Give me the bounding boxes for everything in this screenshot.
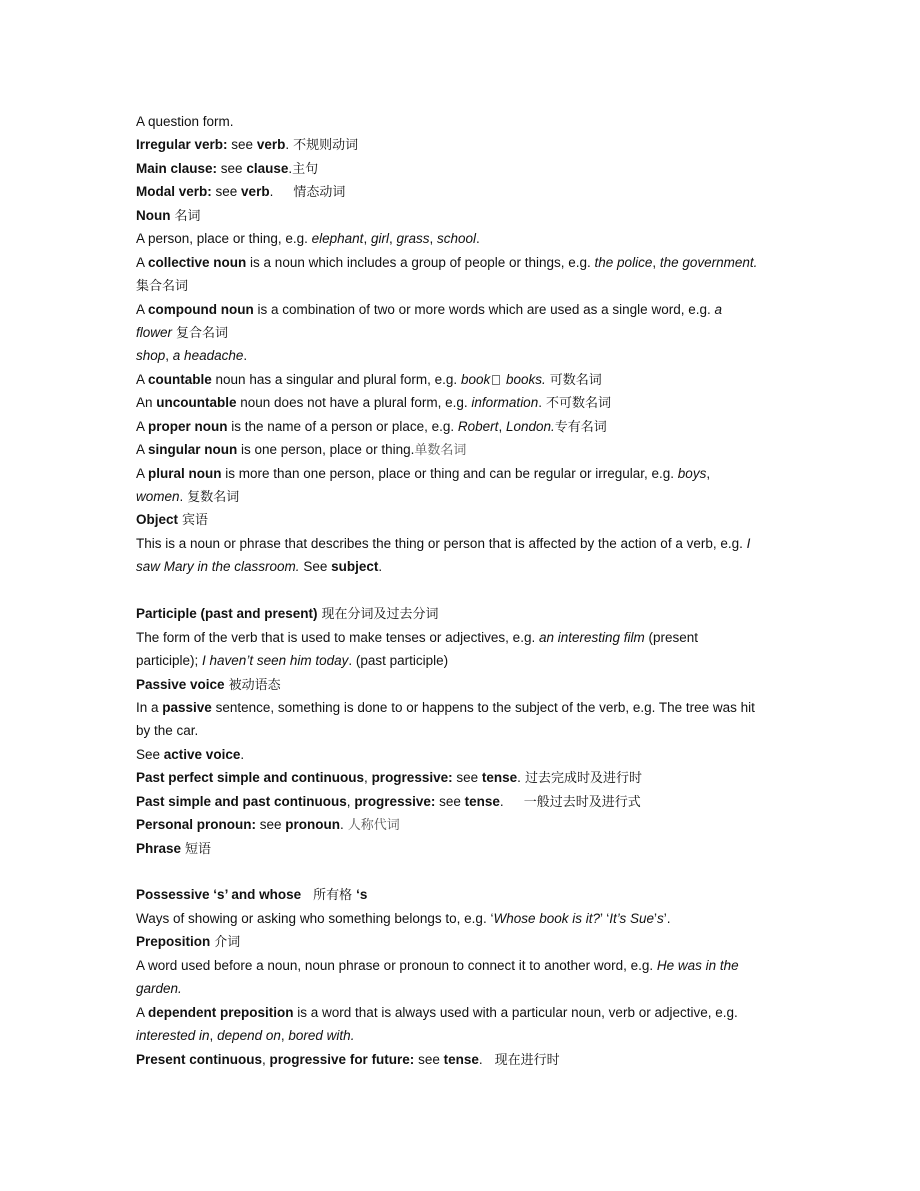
chinese-gloss: 名词 [174,208,201,224]
term: Past simple and past continuous [136,793,347,809]
definition-line: by the car. [136,723,199,739]
cross-ref: tense [464,793,500,809]
entry-possessive: Possessive ‘s’ and whose 所有格 ‘s [136,887,368,904]
entry-object [136,508,796,531]
definition-line: A word used before a noun, noun phrase or pronoun to connect it to another word, e.g. He was in the [136,957,739,973]
chinese-gloss: 人称代词 [347,818,400,834]
entry-participle [136,602,796,625]
definition-line: A proper noun is the name of a person or place, e.g. Robert, London.专有名词 [136,418,607,435]
definition-line: An uncountable noun does not have a plural form, e.g. information. 不可数名词 [136,395,611,412]
definition-line: A compound noun is a combination of two or more words which are used as a single word, e.g. a [136,301,722,317]
definition-line: A collective noun is a noun which includes a group of people or things, e.g. the police, the government. [136,254,758,270]
chinese-gloss: 过去完成时及进行时 [524,771,642,787]
definition-line: A singular noun is one person, place or thing.单数名词 [136,442,467,459]
definition-line: The form of the verb that is used to make tenses or adjectives, e.g. an interesting film (present [136,629,699,645]
chinese-gloss: 介词 [214,935,241,951]
term: Object [136,512,179,528]
definition-line: shop, a headache. [136,348,248,364]
entry-modal-verb: Modal verb: see verb. 情态动词 [136,184,346,201]
missing-glyph-box [492,375,500,385]
entry-present-continuous: Present continuous, progressive for future: see tense. 现在进行时 [136,1051,560,1068]
term: Possessive ‘s’ and whose [136,887,302,903]
cross-ref: verb [256,137,286,153]
blank-line [136,579,796,602]
glossary-page [136,110,796,1071]
chinese-gloss: 情态动词 [293,185,346,201]
entry-noun [136,204,796,227]
definition-line: In a passive sentence, something is done to or happens to the subject of the verb, e.g. The tree was hit [136,699,755,715]
chinese-gloss: 主句 [292,161,319,177]
cross-ref: tense [481,770,518,786]
term: Phrase [136,840,182,856]
chinese-gloss: 宾语 [182,513,209,529]
chinese-gloss: 可数名词 [549,372,602,388]
definition-line: A countable noun has a singular and plural form, e.g. book books. 可数名词 [136,371,602,388]
definition-line: flower 复合名词 [136,324,229,341]
cross-ref: active voice [163,746,241,762]
term: Participle (past and present) [136,606,318,622]
entry-main-clause: Main clause: see clause.主句 [136,160,319,177]
term: Past perfect simple and continuous [136,770,365,786]
term: Personal pronoun: [136,817,257,833]
blank-line [136,860,796,883]
definition-line: A person, place or thing, e.g. elephant, girl, grass, school. [136,231,480,247]
definition-line [136,274,796,297]
entry-phrase [136,837,796,860]
definition-line: interested in, depend on, bored with. [136,1028,355,1044]
chinese-gloss: 专有名词 [554,419,607,435]
chinese-gloss: 现在进行时 [494,1052,560,1068]
definition-line: A dependent preposition is a word that is always used with a particular noun, verb or adjective, e.g. [136,1004,738,1020]
term: Main clause: [136,160,218,176]
cross-ref: pronoun [285,817,341,833]
entry-line: A question form. [136,114,234,129]
entry-past-perfect: Past perfect simple and continuous, progressive: see tense. 过去完成时及进行时 [136,770,642,787]
entry-passive-voice [136,673,796,696]
definition-line: women. 复数名词 [136,489,240,505]
term: Preposition [136,934,211,950]
definition-line: participle); I haven’t seen him today. (past participle) [136,653,449,669]
entry-preposition [136,930,796,953]
term: Present continuous [136,1051,263,1067]
chinese-gloss: 复合名词 [176,325,229,341]
definition-line: Ways of showing or asking who something belongs to, e.g. ‘Whose book is it?’ ‘It’s Sue’s’. [136,910,671,926]
chinese-gloss: 所有格 [313,888,353,904]
cross-ref: verb [241,184,270,200]
cross-ref: subject [331,559,379,575]
definition-line: See active voice. [136,746,245,762]
entry-past-simple: Past simple and past continuous, progressive: see tense. 一般过去时及进行式 [136,793,641,810]
term: Irregular verb: [136,137,228,153]
definition-line: garden. [136,981,182,997]
term: Modal verb: [136,184,212,200]
term: Passive voice [136,676,225,692]
definition-line: A plural noun is more than one person, place or thing and can be regular or irregular, e.g. boys, [136,465,711,481]
definition-line: This is a noun or phrase that describes the thing or person that is affected by the action of a verb, e.g. I [136,535,751,551]
definition-line: saw Mary in the classroom. See subject. [136,559,383,575]
entry-irregular-verb: Irregular verb: see verb. 不规则动词 [136,137,359,154]
chinese-gloss: 单数名词 [414,443,467,459]
chinese-gloss: 不可数名词 [545,396,611,412]
entry-personal-pronoun: Personal pronoun: see pronoun. 人称代词 [136,817,400,834]
chinese-gloss: 不规则动词 [293,138,359,154]
cross-ref: clause [246,160,289,176]
chinese-gloss: 现在分词及过去分词 [321,607,439,623]
chinese-gloss: 被动语态 [228,677,281,693]
chinese-gloss: 复数名词 [187,490,240,505]
chinese-gloss: 短语 [185,841,212,857]
cross-ref: tense [443,1051,479,1067]
term: Noun [136,207,171,223]
chinese-gloss: 一般过去时及进行式 [523,794,641,810]
chinese-gloss: 集合名词 [136,279,189,295]
